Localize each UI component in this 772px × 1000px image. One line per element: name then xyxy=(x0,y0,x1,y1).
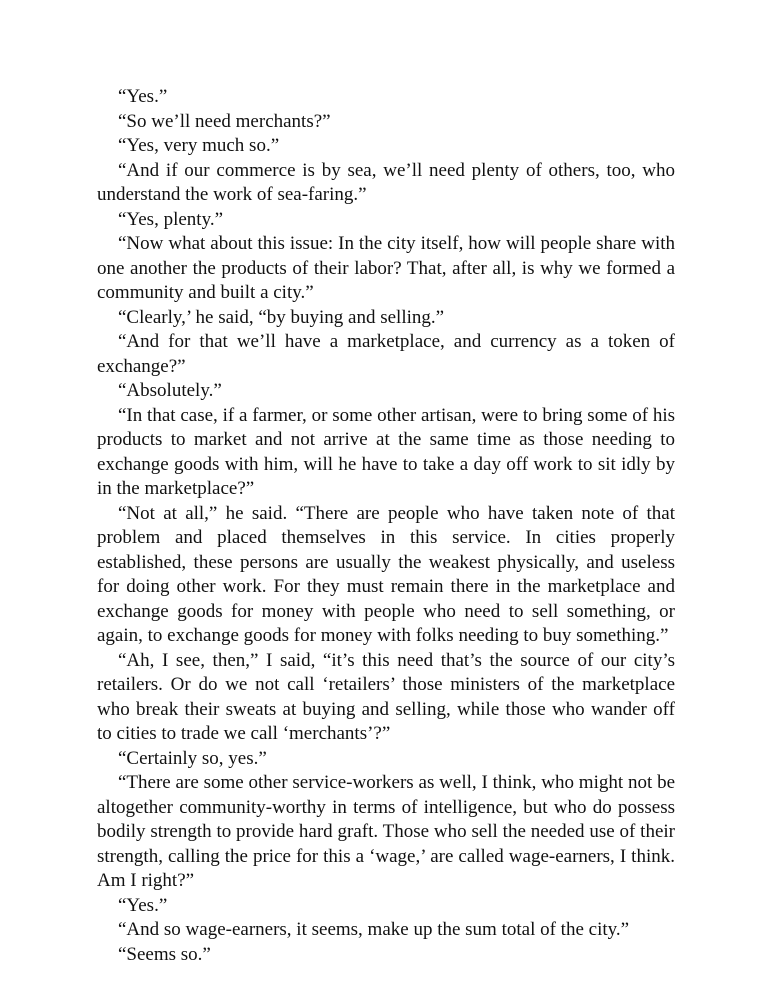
paragraph-8: “And for that we’ll have a marketplace, and currency as a token of exchange?” xyxy=(97,331,675,377)
document-page xyxy=(97,85,675,967)
paragraph-3: “Yes, very much so.” xyxy=(118,135,280,156)
paragraph-12: “Ah, I see, then,” I said, “it’s this need that’s the source of our city’s retailers. Or do we not call ‘retailers’ those ministers of the marketplace who break their sweats at buying and selling, while those who wander off to cities to trade we call ‘merchants’?” xyxy=(97,649,675,744)
paragraph-5: “Yes, plenty.” xyxy=(118,208,224,230)
paragraph-9: “Absolutely.” xyxy=(118,380,222,401)
paragraph-1: “Yes.” xyxy=(118,86,168,107)
paragraph-15: “Yes.” xyxy=(118,894,168,916)
paragraph-4: “And if our commerce is by sea, we’ll need plenty of others, too, who understand the work of sea-faring.” xyxy=(97,159,675,205)
paragraph-7: “Clearly,’ he said, “by buying and selling.” xyxy=(118,306,445,328)
paragraph-14: “There are some other service-workers as well, I think, who might not be altogether community-worthy in terms of intelligence, but who do possess bodily strength to provide hard graft. Those who sell the needed use of their strength, calling the price for this a ‘wage,’ are called wage-earners, I think. Am I right?” xyxy=(97,772,675,891)
paragraph-6: “Now what about this issue: In the city itself, how will people share with one another the products of their labor? That, after all, is why we formed a community and built a city.” xyxy=(97,233,675,303)
paragraph-13: “Certainly so, yes.” xyxy=(118,747,267,769)
paragraph-17: “Seems so.” xyxy=(118,943,211,965)
paragraph-16: “And so wage-earners, it seems, make up the sum total of the city.” xyxy=(118,919,630,940)
paragraph-10: “In that case, if a farmer, or some other artisan, were to bring some of his products to market and not arrive at the same time as those needing to exchange goods with him, will he have to take a day off work to sit idly by in the marketplace?” xyxy=(97,404,675,499)
paragraph-11: “Not at all,” he said. “There are people who have taken note of that problem and placed themselves in this service. In cities properly established, these persons are usually the weakest physically, and useless for doing other work. For they must remain there in the marketplace and exchange goods for money with people who need to sell something, or again, to exchange goods for money with folks needing to buy something.” xyxy=(97,502,675,646)
paragraph-2: “So we’ll need merchants?” xyxy=(118,110,331,132)
